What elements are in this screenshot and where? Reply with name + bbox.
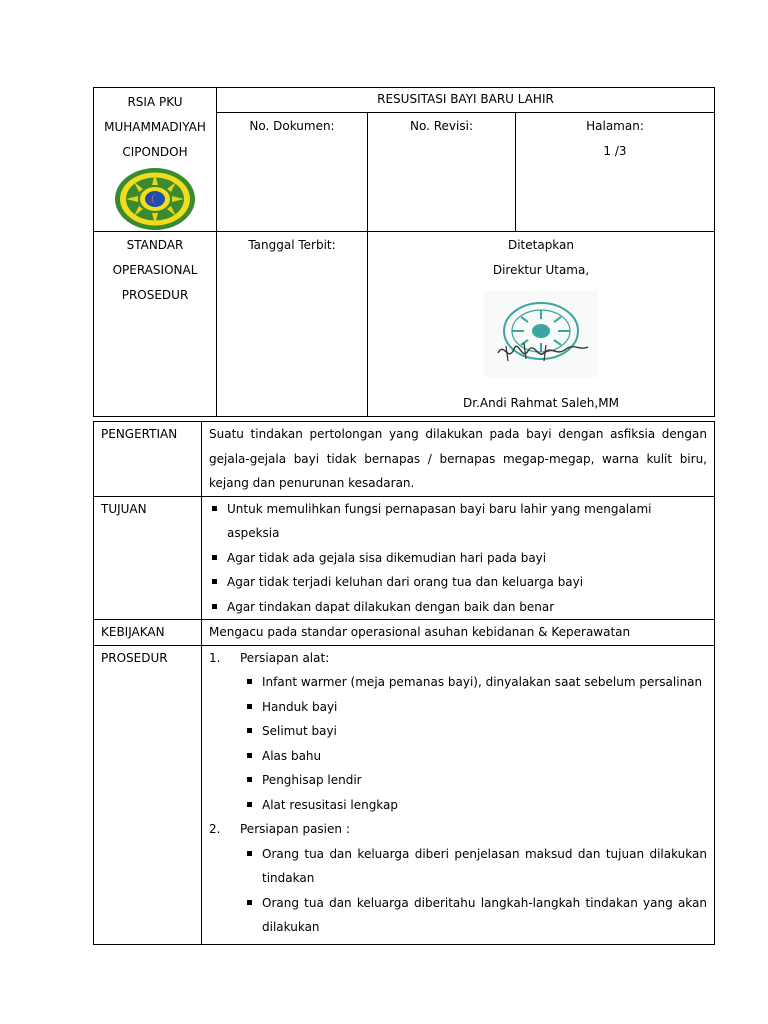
- revision-cell: [368, 113, 516, 232]
- tujuan-row: [94, 496, 715, 620]
- organization-cell: [94, 88, 217, 232]
- approval-cell: [368, 232, 715, 417]
- revision-label: No. Revisi:: [410, 119, 473, 134]
- document-header: [93, 87, 715, 417]
- approved-label: Ditetapkan: [507, 238, 575, 252]
- doc-number-cell: [217, 113, 368, 232]
- svg-text:c: c: [150, 196, 154, 204]
- kebijakan-label: KEBIJAKAN: [94, 620, 202, 646]
- issue-date-cell: [217, 232, 368, 417]
- step-number: 2.: [209, 822, 221, 836]
- sop-cell: [94, 232, 217, 417]
- org-name-line-3: CIPONDOH: [122, 145, 188, 159]
- prosedur-step-2: [209, 817, 707, 940]
- list-item: Selimut bayi: [240, 719, 707, 744]
- step-title: Persiapan alat:: [240, 650, 330, 665]
- list-item: Orang tua dan keluarga diberitahu langkah-langkah tindakan yang akan dilakukan: [240, 891, 707, 940]
- list-item: Agar tindakan dapat dilakukan dengan baik dan benar: [209, 595, 707, 620]
- page-cell: [516, 113, 715, 232]
- prosedur-step-1: [209, 646, 707, 818]
- kebijakan-text: Mengacu pada standar operasional asuhan kebidanan & Keperawatan: [202, 620, 715, 646]
- doc-number-label: No. Dokumen:: [249, 119, 335, 134]
- org-name-line-1: RSIA PKU: [127, 95, 183, 109]
- pengertian-row: [94, 422, 715, 497]
- step-1-list: [240, 670, 707, 817]
- list-item: Agar tidak terjadi keluhan dari orang tua dan keluarga bayi: [209, 570, 707, 595]
- sop-line-2: OPERASIONAL: [112, 263, 198, 277]
- kebijakan-row: [94, 620, 715, 646]
- approver-title: Direktur Utama,: [492, 263, 590, 277]
- pengertian-label: PENGERTIAN: [94, 422, 202, 497]
- list-item: Alat resusitasi lengkap: [240, 793, 707, 818]
- sop-line-1: STANDAR: [126, 238, 184, 252]
- issue-date-label: Tanggal Terbit:: [248, 238, 336, 252]
- prosedur-row: [94, 645, 715, 944]
- step-2-list: [240, 842, 707, 940]
- tujuan-label: TUJUAN: [94, 496, 202, 620]
- tujuan-content: [202, 496, 715, 620]
- sop-line-3: PROSEDUR: [121, 288, 189, 302]
- list-item: Agar tidak ada gejala sisa dikemudian hari pada bayi: [209, 546, 707, 571]
- list-item: Handuk bayi: [240, 695, 707, 720]
- list-item: Alas bahu: [240, 744, 707, 769]
- org-name-line-2: MUHAMMADIYAH: [104, 120, 206, 134]
- pengertian-text: Suatu tindakan pertolongan yang dilakukan pada bayi dengan asfiksia dengan gejala-gejala bayi tidak bernapas / bernapas megap-megap, warna kulit biru, kejang dan penurunan kesadaran.: [202, 422, 715, 497]
- list-item: Orang tua dan keluarga diberi penjelasan maksud dan tujuan dilakukan tindakan: [240, 842, 707, 891]
- tujuan-list: [209, 497, 707, 620]
- document-title: RESUSITASI BAYI BARU LAHIR: [377, 92, 554, 106]
- stamp-signature-icon: [484, 291, 598, 377]
- step-number: 1.: [209, 650, 221, 665]
- page-label: Halaman:: [586, 119, 644, 134]
- document-title-cell: [217, 88, 715, 113]
- approver-name: Dr.Andi Rahmat Saleh,MM: [463, 396, 619, 410]
- list-item: Infant warmer (meja pemanas bayi), dinyalakan saat sebelum persalinan: [240, 670, 707, 695]
- list-item: Penghisap lendir: [240, 768, 707, 793]
- prosedur-label: PROSEDUR: [94, 645, 202, 944]
- step-title: Persiapan pasien :: [240, 822, 350, 836]
- muhammadiyah-logo-icon: [114, 167, 196, 231]
- sop-content-table: [93, 421, 715, 945]
- page-value: 1 /3: [603, 144, 627, 159]
- prosedur-steps: [209, 646, 707, 940]
- prosedur-content: [202, 645, 715, 944]
- list-item: Untuk memulihkan fungsi pernapasan bayi baru lahir yang mengalami aspeksia: [209, 497, 707, 546]
